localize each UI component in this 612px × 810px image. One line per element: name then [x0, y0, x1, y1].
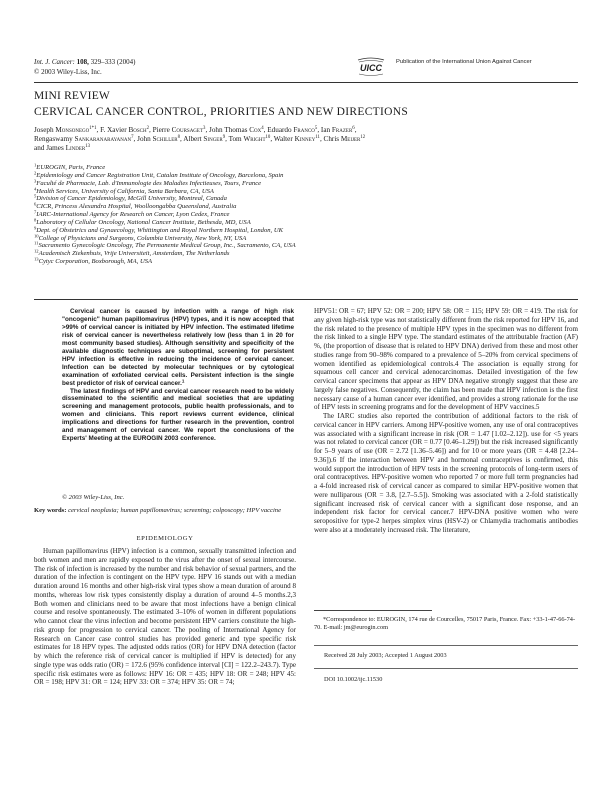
- affiliation: $^{12}$Academisch Ziekenhuis, Vrije Universiteit, Amsterdam, The Netherlands: [34, 248, 230, 258]
- author: James Linder$^{13}$: [46, 144, 91, 152]
- affiliation: $^1$EUROGIN, Paris, France: [34, 162, 106, 171]
- keywords-terms: cervical neoplasia; human papillomavirus; screening; colposcopy; HPV vaccine: [68, 507, 282, 514]
- body-paragraph: Human papillomavirus (HPV) infection is a common, sexually transmitted infection and both women and men are rapidly exposed to the virus after the onset of sexual intercourse. The risk of infection is increased by the number and risk behavior of sexual partners, and the duration of the infection is contingent on the HPV type. HPV 16 stands out with a median duration around 16 months and other high-risk viral types show a mean duration of around 8 months, whereas low risk types consistently display a duration of around 4–5 months.2,3 Both women and clinicians need to be aware that most infections have a benign clinical course and resolve spontaneously. The estimated 3–10% of women in different populations who cannot clear the virus infection and become persistent HPV carriers constitute the high-risk group for progression to cervical cancer. The pooling of International Agency for Research on Cancer case control studies has provided generic and type specific risk estimates for 18 HPV types. The adjusted odds ratios (OR) for HPV DNA detection (factor by which the reference risk of cervical cancer is multiplied if HPV is detected) for any single type was odds ratio (OR) = 172.6 (95% confidence interval [CI] = 122.2–243.7). Type specific risk estimates were as follows: HPV 16: OR = 435; HPV 18: OR = 248; HPV 45: OR = 198; HPV 31: OR = 124; HPV 33: OR = 374; HPV 35: OR = 74;: [34, 547, 296, 687]
- author: Chris Meijer$^{12}$: [323, 135, 366, 143]
- affiliation: $^{11}$Sacramento Gynecologic Oncology, The Permanente Medical Group, Inc., Sacramento, CA, USA: [34, 240, 296, 250]
- abstract-paragraph: The latest findings of HPV and cervical cancer research need to be widely disseminated to the scientific and medical societies that are updating screening and management protocols, public health professionals, and to women and clinicians. This report reviews current evidence, clinical implications and directions for further research in the prevention, control and management of cervical cancer. We report the conclusions of the Experts' Meeting at the EUROGIN 2003 conference.: [62, 387, 294, 443]
- correspondence-text: *Correspondence to: EUROGIN, 174 rue de Courcelles, 75017 Paris, France. Fax: +33-1-47-66-74-70. E-mail: jm@eurogin.com: [314, 616, 576, 632]
- body-column-left: [34, 547, 296, 687]
- author: Rengaswamy Sankaranarayanan$^7$: [34, 135, 134, 143]
- section-heading-epidemiology: EPIDEMIOLOGY: [136, 535, 194, 542]
- received-rule-top: [314, 645, 578, 646]
- affiliation: $^2$Epidemiology and Cancer Registration Unit, Catalan Institute of Oncology, Barcelona, Spain: [34, 170, 284, 179]
- received-rule-bottom: [314, 668, 578, 669]
- uicc-logo-text: UICC: [360, 63, 382, 73]
- uicc-logo-icon: [356, 57, 386, 77]
- affiliation-list: [34, 164, 574, 266]
- keywords-label: Key words:: [34, 507, 67, 514]
- author: Joseph Monsonego$^{1*1}$: [34, 126, 97, 134]
- affiliation-rule: [34, 299, 578, 300]
- received-dates: Received 28 July 2003; Accepted 1 August 2003: [324, 652, 447, 659]
- body-paragraph: HPV51: OR = 67; HPV 52: OR = 200; HPV 58: OR = 115; HPV 59: OR = 419. The risk for any given high-risk type was not statistically different from the risk reported for HPV 16, and the risk related to the presence of multiple HPV types in the specimen was no different from the risk linked to a single HPV type. The standard estimates of the attributable fraction (AF) %, (the proportion of disease that is related to HPV DNA) derived from these and most other studies range from 90–98% compared to a prevalence of 5–20% from cervical specimens of women identified as epidemiological controls.4 The association is equally strong for squamous cell cancer and cervical adenocarcinomas. Detailed investigation of the few cervical cancer specimens that appear as HPV DNA negative strongly suggest that these are largely false negatives. Consequently, the claim has been made that HPV infection is the first necessary cause of a human cancer ever identified, and provides a strong rationale for the use of HPV tests in screening programs and for the development of HPV vaccines.5: [314, 307, 578, 412]
- journal-volume: 108,: [76, 58, 89, 66]
- publisher-note: Publication of the International Union Against Cancer: [396, 59, 532, 65]
- affiliation: $^8$Laboratory of Cellular Oncology, National Cancer Institute, Bethesda, MD, USA: [34, 217, 251, 226]
- body-paragraph: The IARC studies also reported the contribution of additional factors to the risk of cervical cancer in HPV carriers. Among HPV-positive women, any use of oral contraceptives was associated with a significant increase in risk (OR = 1.47 [1.02–2.12]). use for <5 years was not related to cervical cancer (OR = 0.77 [0.46–1.29]) but the risk increased significantly for 5–9 years of use (OR = 2.72 [1.36–5.46]) and for 10 or more years (OR = 4.48 [2.24–9.36]).6 If the interaction between HPV and hormonal contraceptives is confirmed, this would support the introduction of HPV tests in the screening protocols of long-term users of oral contraceptives. HPV-positive women who reported 7 or more full term pregnancies had a 4-fold increased risk of cervical cancer as compared to similar HPV-positive women that were nulliparous (OR = 3.8, [2.7–5.5]). Smoking was associated with a 2-fold statistically significant increased risk of cervical cancer with a significant dose response, and an independent risk factor for cervical cancer.7 HPV-DNA positive women who were seropositive for type-2 herpes simplex virus (HSV-2) or Chlamydia trachomatis antibodies were also at a moderately increased risk. The literature,: [314, 412, 578, 534]
- journal-copyright: © 2003 Wiley-Liss, Inc.: [34, 67, 102, 76]
- author: Albert Singer$^9$: [183, 135, 226, 143]
- author-list: Joseph Monsonego$^{1*1}$, F. Xavier Bosch$^2$, Pierre Coursaget$^3$, John Thomas Cox$^4$, Eduardo Franco$^5$, Ian Frazer$^6$, Rengaswamy Sankaranarayanan$^7$, John Schiller$^8$, Albert Singer$^9$, Tom Wright$^{10}$, Walter Kinney$^{11}$, Chris Meijer$^{12}$ and James Linder$^{13}$: [34, 126, 366, 152]
- journal-abbrev: Int. J. Cancer:: [34, 58, 75, 66]
- abstract: [62, 308, 294, 443]
- author: Tom Wright$^{10}$: [228, 135, 271, 143]
- affiliation: $^7$IARC-International Agency for Research on Cancer, Lyon Cedex, France: [34, 209, 230, 219]
- affiliation: $^5$Division of Cancer Epidemiology, McGill University, Montreal, Canada: [34, 193, 227, 203]
- doi: DOI 10.1002/ijc.11530: [324, 676, 383, 683]
- abstract-copyright: © 2003 Wiley-Liss, Inc.: [62, 494, 125, 501]
- header-rule: [34, 82, 578, 83]
- author: John Thomas Cox$^4$: [209, 126, 264, 134]
- author: F. Xavier Bosch$^2$: [100, 126, 149, 134]
- abstract-paragraph: Cervical cancer is caused by infection with a range of high risk "oncogenic" human papillomavirus (HPV) types, and it is now accepted that >99% of cervical cancer is initiated by HPV infection. The estimated lifetime risk of cervical cancer is nevertheless relatively low (less than 1 in 20 for most community based studies). Although sensitivity and specificity of the available diagnostic techniques are suboptimal, screening for persistent HPV infection is effective in reducing the incidence of cervical cancer. Infection can be detected by molecular techniques or by cytological examination of exfoliated cervical cells. Persistent infection is the single best predictor of risk of cervical cancer.$^1$: [62, 308, 294, 387]
- author: Eduardo Franco$^5$: [267, 126, 318, 134]
- affiliation: $^3$Faculté de Pharmacie, Lab. d'Immunologie des Maladies Infectieuses, Tours, France: [34, 178, 262, 187]
- body-column-right: [314, 307, 578, 535]
- author: Pierre Coursaget$^3$: [152, 126, 206, 134]
- author: John Schiller$^8$: [137, 135, 181, 143]
- footnote-rule: [314, 610, 432, 611]
- section-label: MINI REVIEW: [34, 90, 110, 102]
- affiliation: $^{13}$Cytyc Corporation, Boxborough, MA, USA: [34, 256, 153, 266]
- affiliation: $^6$CICR, Princess Alexandra Hospital, Woolloongabba Queensland, Australia: [34, 201, 237, 211]
- affiliation: $^9$Dept. of Obstetrics and Gynaecology, Whittington and Royal Northern Hospital, London, UK: [34, 225, 283, 234]
- correspondence-note: [314, 616, 578, 632]
- author: Ian Frazer$^6$: [320, 126, 355, 134]
- keywords: [34, 507, 296, 515]
- author: Walter Kinney$^{11}$: [273, 135, 320, 143]
- article-title: CERVICAL CANCER CONTROL, PRIORITIES AND NEW DIRECTIONS: [34, 106, 409, 118]
- journal-pages: 329–333 (2004): [90, 58, 136, 66]
- journal-citation: [34, 58, 136, 77]
- affiliation: $^{10}$College of Physicians and Surgeons, Columbia University, New York, NY, USA: [34, 233, 247, 242]
- affiliation: $^4$Health Services, University of California, Santa Barbara, CA, USA: [34, 185, 214, 195]
